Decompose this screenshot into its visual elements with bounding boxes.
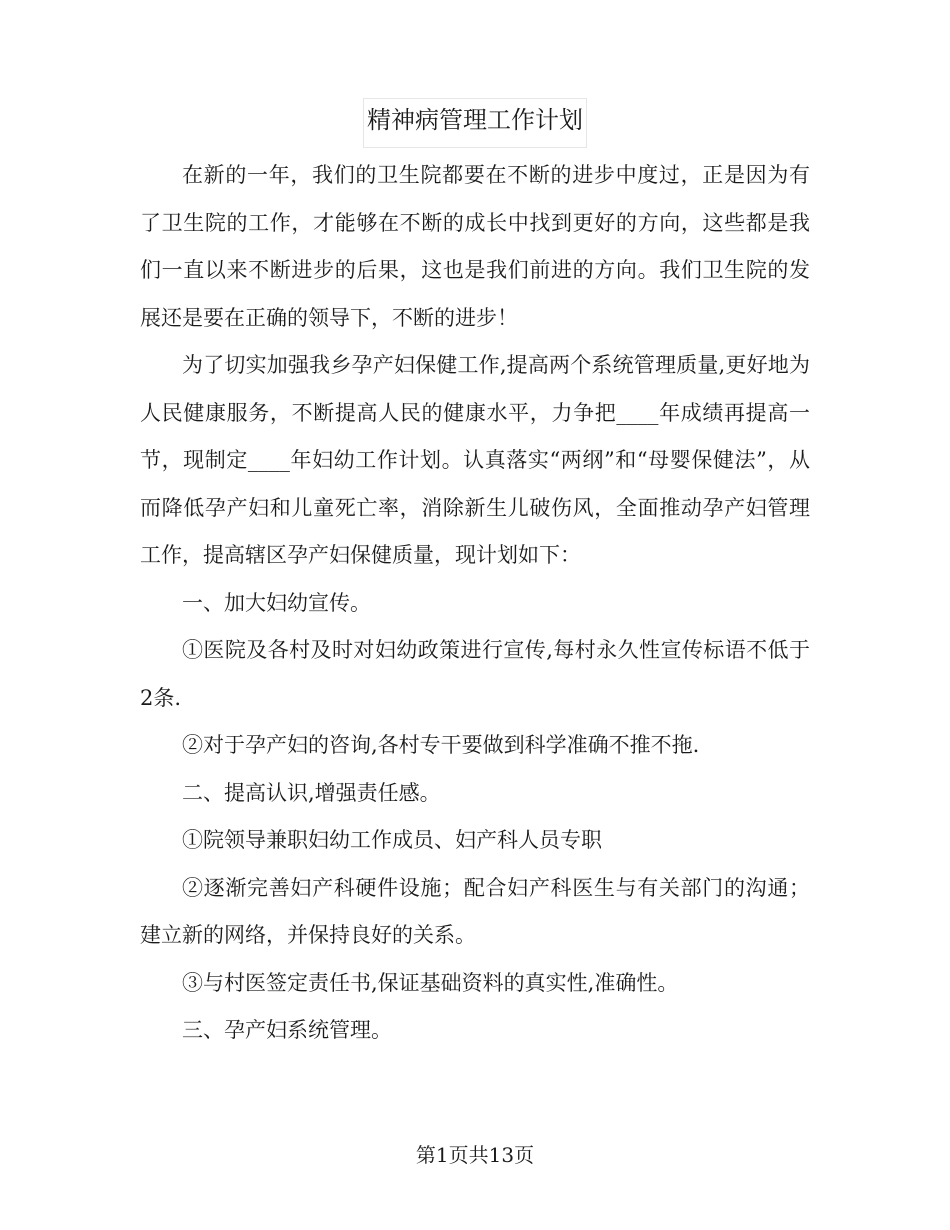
paragraph-purpose: 为了切实加强我乡孕产妇保健工作,提高两个系统管理质量,更好地为人民健康服务，不断提高人民的健康水平，力争把____年成绩再提高一节，现制定____年妇幼工作计划。认真落实“两纲”和“母婴保健法”，从而降低孕产妇和儿童死亡率，消除新生儿破伤风，全面推动孕产妇管理工作，提高辖区孕产妇保健质量，现计划如下： [140, 353, 810, 567]
section-heading-1: 一、加大妇幼宣传。 [182, 590, 371, 615]
paragraph-intro: 在新的一年，我们的卫生院都要在不断的进步中度过，正是因为有了卫生院的工作，才能够在不断的成长中找到更好的方向，这些都是我们一直以来不断进步的后果，这也是我们前进的方向。我们卫生院的发展还是要在正确的领导下，不断的进步！ [140, 163, 810, 330]
document-title: 精神病管理工作计划 [367, 106, 583, 134]
list-item-2-1: ①院领导兼职妇幼工作成员、妇产科人员专职 [182, 828, 602, 852]
list-item-1-1: ①医院及各村及时对妇幼政策进行宣传,每村永久性宣传标语不低于2条. [140, 638, 810, 710]
page-number: 第1页共13页 [415, 1143, 535, 1167]
list-item-2-2: ②逐渐完善妇产科硬件设施；配合妇产科医生与有关部门的沟通；建立新的网络，并保持良好的关系。 [140, 875, 810, 947]
section-heading-3: 三、孕产妇系统管理。 [182, 1018, 392, 1042]
document-body [140, 152, 810, 1055]
list-item-2-3: ③与村医签定责任书,保证基础资料的真实性,准确性。 [182, 970, 679, 995]
list-item-1-2: ②对于孕产妇的咨询,各村专干要做到科学准确不推不拖. [182, 733, 700, 757]
section-heading-2: 二、提高认识,增强责任感。 [182, 780, 441, 805]
